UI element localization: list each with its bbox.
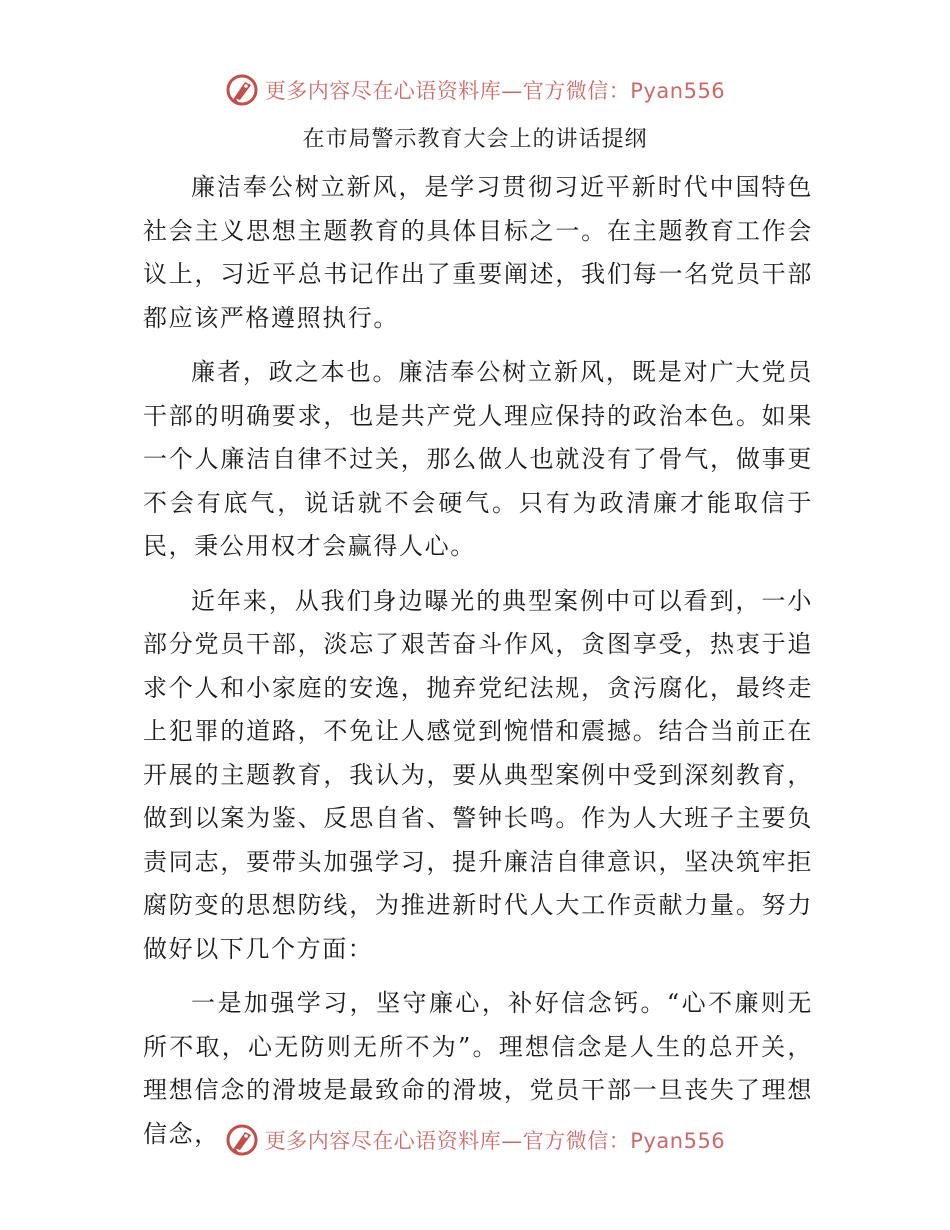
paragraph-3: 近年来，从我们身边曝光的典型案例中可以看到，一小部分党员干部，淡忘了艰苦奋斗作风，贪图享受，热衷于追求个人和小家庭的安逸，抛弃党纪法规，贪污腐化，最终走上犯罪的道路，不免让人感觉到惋惜和震撼。结合当前正在开展的主题教育，我认为，要从典型案例中受到深刻教育，做到以案为鉴、反思自省、警钟长鸣。作为人大班子主要负责同志，要带头加强学习，提升廉洁自律意识，坚决筑牢拒腐防变的思想防线，为推进新时代人大工作贡献力量。努力做好以下几个方面：: [143, 586, 813, 963]
pen-nib-logo-icon: [225, 1123, 259, 1157]
banner-text: 更多内容尽在心语资料库—官方微信：Pyan556: [264, 79, 726, 103]
footer-banner: [0, 1120, 950, 1160]
pen-nib-logo-icon: [225, 73, 259, 107]
document-body: [143, 166, 813, 1167]
banner-text: 更多内容尽在心语资料库—官方微信：Pyan556: [264, 1129, 726, 1153]
paragraph-1: 廉洁奉公树立新风，是学习贯彻习近平新时代中国特色社会主义思想主题教育的具体目标之一。在主题教育工作会议上，习近平总书记作出了重要阐述，我们每一名党员干部都应该严格遵照执行。: [143, 173, 813, 332]
paragraph-4: 一是加强学习，坚守廉心，补好信念钙。“心不廉则无所不取，心无防则无所不为”。理想信念是人生的总开关，理想信念的滑坡是最致命的滑坡，党员干部一旦丧失了理想信念，: [143, 989, 813, 1148]
paragraph-2: 廉者，政之本也。廉洁奉公树立新风，既是对广大党员干部的明确要求，也是共产党人理应保持的政治本色。如果一个人廉洁自律不过关，那么做人也就没有了骨气，做事更不会有底气，说话就不会硬气。只有为政清廉才能取信于民，秉公用权才会赢得人心。: [143, 358, 813, 560]
header-banner: [0, 70, 950, 110]
document-title: 在市局警示教育大会上的讲话提纲: [302, 127, 648, 152]
